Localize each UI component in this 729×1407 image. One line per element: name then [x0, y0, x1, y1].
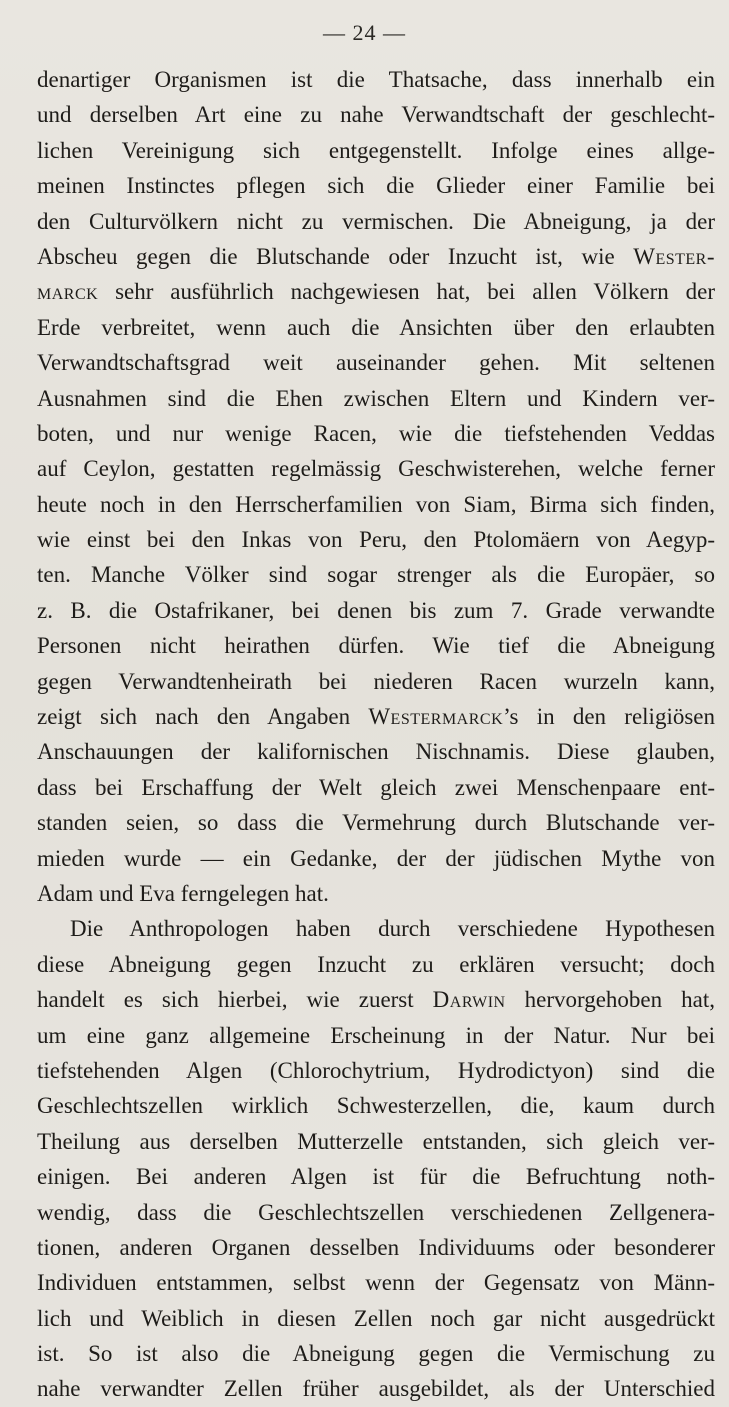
text-line — [37, 947, 715, 982]
text-line — [37, 416, 715, 451]
text-segment: heute noch in den Herrscherfamilien von Siam, Birma sich finden, — [37, 491, 715, 517]
text-segment: um eine ganz allgemeine Erscheinung in der Natur. Nur bei — [37, 1022, 715, 1048]
page-number: — 24 — — [323, 20, 406, 45]
text-line — [37, 1336, 715, 1371]
text-segment: Personen nicht heirathen dürfen. Wie tief die Abneigung — [37, 633, 715, 659]
text-segment: diese Abneigung gegen Inzucht zu erklären versucht; doch — [37, 951, 715, 977]
text-line — [37, 310, 715, 345]
text-line — [37, 1265, 715, 1300]
text-segment: Abscheu gegen die Blutschande oder Inzucht ist, wie — [37, 243, 634, 269]
text-line — [37, 1230, 715, 1265]
text-segment: lich und Weiblich in diesen Zellen noch gar nicht ausgedrückt — [37, 1305, 715, 1331]
text-segment: denartiger Organismen ist die Thatsache, dass innerhalb ein — [37, 67, 715, 92]
text-line — [37, 557, 715, 592]
author-name: Darwin — [432, 987, 506, 1013]
text-segment: hervorgehoben hat, — [505, 987, 715, 1013]
text-segment: Verwandtschaftsgrad weit auseinander gehen. Mit seltenen — [37, 350, 715, 376]
text-segment: tionen, anderen Organen desselben Individuums oder besonderer — [37, 1234, 715, 1260]
text-segment: zeigt sich nach den Angaben — [37, 704, 369, 730]
text-segment: handelt es sich hierbei, wie zuerst — [37, 987, 433, 1013]
text-line — [37, 522, 715, 557]
text-segment: meinen Instinctes pflegen sich die Glieder einer Familie bei — [37, 173, 715, 199]
text-line — [37, 911, 715, 946]
text-line — [37, 239, 715, 274]
text-line — [37, 734, 715, 769]
text-line — [37, 1124, 715, 1159]
text-segment: ist. So ist also die Abneigung gegen die Vermischung zu — [37, 1341, 715, 1367]
text-segment: Adam und Eva ferngelegen hat. — [37, 880, 329, 906]
text-segment: Anschauungen der kalifornischen Nischnamis. Diese glauben, — [37, 739, 715, 765]
text-line — [37, 770, 715, 805]
text-segment: auf Ceylon, gestatten regelmässig Geschwisterehen, welche ferner — [37, 456, 715, 482]
text-line — [37, 699, 715, 734]
text-segment: ten. Manche Völker sind sogar strenger als die Europäer, so — [37, 562, 715, 588]
text-segment: standen seien, so dass die Vermehrung durch Blutschande ver- — [37, 810, 715, 836]
text-line — [37, 841, 715, 876]
text-line — [37, 1371, 715, 1406]
text-line — [37, 1053, 715, 1088]
text-line — [37, 1088, 715, 1123]
text-line — [37, 274, 715, 309]
text-segment: und derselben Art eine zu nahe Verwandtschaft der geschlecht- — [37, 102, 715, 128]
text-line — [37, 451, 715, 486]
text-line — [37, 628, 715, 663]
text-segment: Ausnahmen sind die Ehen zwischen Eltern und Kindern ver- — [37, 385, 715, 411]
text-line — [37, 1159, 715, 1194]
text-segment: dass bei Erschaffung der Welt gleich zwei Menschenpaare ent- — [37, 774, 715, 800]
text-line — [37, 805, 715, 840]
text-segment: gegen Verwandtenheirath bei niederen Racen wurzeln kann, — [37, 668, 715, 694]
text-segment: einigen. Bei anderen Algen ist für die Befruchtung noth- — [37, 1164, 715, 1190]
text-segment: sehr ausführlich nachgewiesen hat, bei allen Völkern der — [98, 279, 715, 305]
author-name: marck — [37, 279, 99, 305]
text-line — [37, 1301, 715, 1336]
text-line — [37, 982, 715, 1017]
text-line — [37, 133, 715, 168]
text-line — [37, 204, 715, 239]
text-line — [37, 168, 715, 203]
text-segment: Geschlechtszellen wirklich Schwesterzellen, die, kaum durch — [37, 1093, 715, 1119]
text-line — [37, 593, 715, 628]
author-name: Westermarck — [368, 704, 504, 730]
text-segment: Die Anthropologen haben durch verschiedene Hypothesen — [70, 916, 715, 942]
body-text — [37, 62, 715, 1407]
text-segment: Theilung aus derselben Mutterzelle entstanden, sich gleich ver- — [37, 1128, 715, 1154]
text-segment: mieden wurde — ein Gedanke, der der jüdischen Mythe von — [37, 845, 715, 871]
text-segment: wie einst bei den Inkas von Peru, den Ptolomäern von Aegyp- — [37, 527, 715, 553]
text-line — [37, 876, 715, 911]
text-segment: nahe verwandter Zellen früher ausgebildet, als der Unterschied — [37, 1376, 715, 1402]
text-line — [37, 345, 715, 380]
text-segment: tiefstehenden Algen (Chlorochytrium, Hydrodictyon) sind die — [37, 1057, 715, 1083]
text-segment: wendig, dass die Geschlechtszellen verschiedenen Zellgenera- — [37, 1199, 715, 1225]
text-segment: lichen Vereinigung sich entgegenstellt. Infolge eines allge- — [37, 137, 715, 163]
text-line — [37, 487, 715, 522]
text-segment: Erde verbreitet, wenn auch die Ansichten über den erlaubten — [37, 314, 715, 340]
text-segment: Individuen entstammen, selbst wenn der Gegensatz von Männ- — [37, 1270, 715, 1296]
text-line — [37, 97, 715, 132]
text-line — [37, 62, 715, 97]
text-line — [37, 381, 715, 416]
author-name: Wester- — [633, 243, 715, 269]
text-segment: ’s in den religiösen — [503, 704, 715, 730]
text-segment: z. B. die Ostafrikaner, bei denen bis zum 7. Grade verwandte — [37, 597, 715, 623]
text-segment: boten, und nur wenige Racen, wie die tiefstehenden Veddas — [37, 420, 715, 446]
text-segment: den Culturvölkern nicht zu vermischen. Die Abneigung, ja der — [37, 208, 715, 234]
text-line — [37, 1018, 715, 1053]
text-line — [37, 664, 715, 699]
